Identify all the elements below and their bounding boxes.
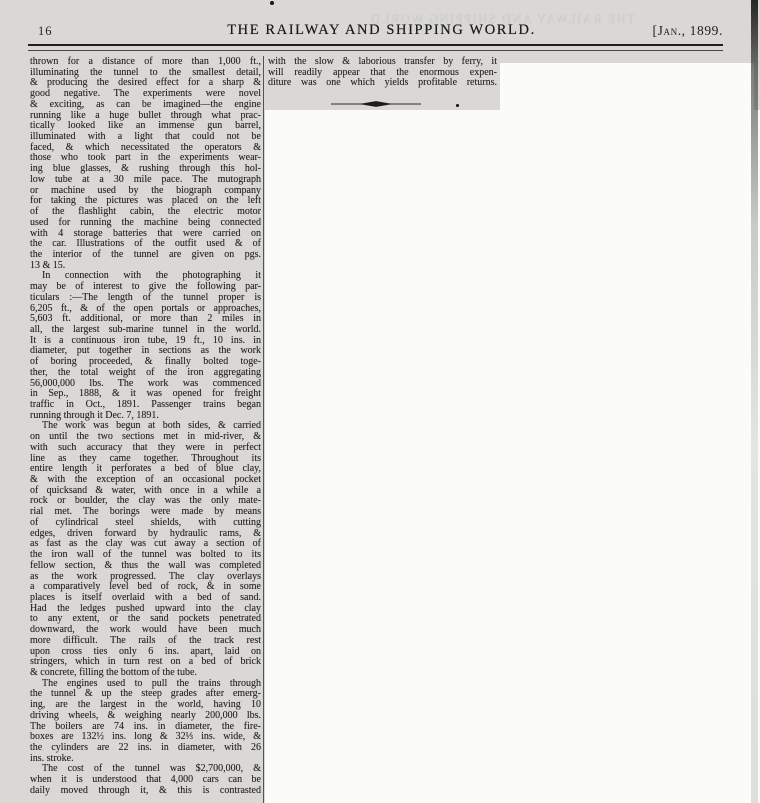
text-line: faced, & which necessitated the operators & [30, 141, 261, 153]
issue-date: [Jan., 1899. [652, 23, 723, 38]
text-line: The engines used to pull the trains through [42, 677, 261, 689]
text-line: ins. stroke. [30, 752, 74, 764]
text-line: ing, are the largest in the world, having 10 [30, 699, 261, 711]
text-line: & producing the desired effect for a sharp & [30, 77, 261, 89]
text-line: & exciting, as can be imagined—the engine [30, 98, 261, 110]
text-line: places is itself overlaid with a bed of sand. [30, 591, 261, 603]
text-line: with 4 storage batteries that were carried on [30, 227, 261, 239]
text-line: entire length it perforates a bed of blue clay, [30, 463, 261, 475]
header-rule-thin [28, 50, 723, 51]
text-line: with such accuracy that they were in perfect [30, 441, 261, 453]
text-line: will readily appear that the enormous expen- [268, 66, 497, 78]
text-line: 56,000,000 lbs. The work was commenced [30, 377, 261, 389]
page-number: 16 [38, 24, 53, 38]
text-line: used for running the machine being connected [30, 216, 261, 228]
text-line: line as they came together. Throughout its [30, 452, 261, 464]
text-line: the car. Illustrations of the outfit used & of [30, 238, 261, 250]
text-line: on until the two sections met in mid-river, & [30, 431, 261, 443]
text-line: of quicksand & water, with once in a while a [30, 484, 261, 496]
text-line: the cylinders are 22 ins. in diameter, with 26 [30, 742, 261, 753]
text-line: as the work progressed. The clay overlays [30, 570, 261, 582]
text-line: illuminating the tunnel to the smallest detail, [30, 66, 261, 78]
paragraph [30, 57, 261, 271]
scan-edge-shadow [751, 0, 758, 803]
column-divider-rule [263, 56, 264, 803]
text-line: the iron wall of the tunnel was bolted to its [30, 549, 261, 561]
text-line: It is a continuous iron tube, 19 ft., 10 ins. in [30, 334, 261, 346]
text-line: rial met. The borings were made by means [30, 506, 261, 518]
paragraph [30, 679, 261, 765]
text-line: 5,603 ft. additional, or more than 2 miles in [30, 313, 261, 325]
left-text-column [30, 57, 261, 797]
text-line: ther, the total weight of the iron aggregating [30, 366, 261, 378]
text-line: running through it Dec. 7, 1891. [30, 409, 159, 421]
text-line: & with the exception of an occasional pocket [30, 474, 261, 486]
text-line: edges, driven forward by hydraulic rams, & [30, 527, 261, 539]
text-line: The boilers are 74 ins. in diameter, the fire- [30, 720, 261, 732]
paragraph [268, 57, 497, 89]
right-text-column [268, 57, 497, 89]
blank-scan-region [500, 63, 754, 111]
text-line: a comparatively level bed of rock, & in some [30, 581, 261, 593]
text-line: 13 & 15. [30, 259, 66, 271]
text-line: rock or boulder, the clay was the only mate- [30, 495, 261, 507]
text-line: traffic in Oct., 1891. Passenger trains began [30, 399, 261, 410]
blank-scan-region [265, 110, 760, 803]
text-line: as fast as the clay was cut away a section of [30, 538, 261, 550]
text-line: for taking the pictures was placed on the left [30, 195, 261, 207]
text-line: downward, the work would have been much [30, 624, 261, 636]
text-line: to any extent, or the sand pockets penetrated [30, 613, 261, 625]
text-line: running like a huge bullet through what prac- [30, 109, 261, 121]
text-line: more difficult. The rails of the track rest [30, 634, 261, 646]
paragraph [30, 421, 261, 678]
text-line: of cylindrical steel shields, with cutting [30, 516, 261, 528]
text-line: of the flashlight cabin, the electric motor [30, 206, 261, 218]
text-line: daily moved through it, & this is contrasted [30, 784, 261, 796]
text-line: stringers, which in turn rest on a bed of brick [30, 656, 261, 668]
text-line: or machine used by the biograph company [30, 184, 261, 196]
text-line: & concrete, filling the bottom of the tube. [30, 666, 197, 678]
ink-speck [270, 1, 274, 5]
text-line: driving wheels, & weighing nearly 200,000 lbs. [30, 709, 261, 721]
text-line: upon cross ties only 6 ins. apart, laid on [30, 645, 261, 657]
text-line: may be of interest to give the following par- [30, 281, 261, 293]
text-line: ticulars :—The length of the tunnel proper is [30, 291, 261, 303]
ghost-bleed-text: THE RAILWAY AND SHIPPING WORLD. [365, 12, 635, 26]
text-line: when it is understood that 4,000 cars can be [30, 774, 261, 786]
paragraph [30, 764, 261, 796]
tapered-rule-ornament-icon [330, 99, 422, 109]
text-line: thrown for a distance of more than 1,000 ft., [30, 56, 261, 67]
text-line: The work was begun at both sides, & carried [42, 420, 261, 432]
paragraph [30, 271, 261, 421]
text-line: the tunnel & up the steep grades after emerg- [30, 688, 261, 700]
text-line: low tube at a 30 mile pace. The mutograph [30, 173, 261, 185]
text-line: in Sep., 1888, & it was opened for freight [30, 388, 261, 400]
text-line: The cost of the tunnel was $2,700,000, & [42, 763, 261, 775]
text-line: diture was one which yields profitable returns. [268, 77, 497, 89]
page-header [28, 22, 723, 42]
text-line: the interior of the tunnel are given on pgs. [30, 248, 261, 260]
text-line: good negative. The experiments were novel [30, 88, 261, 100]
masthead-title: THE RAILWAY AND SHIPPING WORLD. [227, 22, 536, 38]
ink-speck [456, 104, 459, 107]
text-line: illuminated with a light that could not be [30, 131, 261, 143]
text-line: boxes are 132½ ins. long & 32⅓ ins. wide, & [30, 731, 261, 743]
text-line: ing blue glasses, & rushing through this hol- [30, 163, 261, 175]
text-line: 6,205 ft., & of the open portals or approaches, [30, 302, 261, 314]
text-line: all, the largest sub-marine tunnel in the world. [30, 323, 261, 335]
text-line: tically looked like an immense gun barrel, [30, 120, 261, 132]
text-line: with the slow & laborious transfer by ferry, it [268, 56, 497, 67]
text-line: of boring proceeded, & finally bolted toge- [30, 356, 261, 368]
text-line: those who took part in the experiments wear- [30, 152, 261, 164]
text-line: In connection with the photographing it [42, 270, 261, 282]
text-line: fellow section, & thus the wall was completed [30, 559, 261, 571]
text-line: Had the ledges pushed upward into the clay [30, 602, 261, 614]
header-rule-thick [28, 44, 723, 46]
text-line: diameter, put together in sections as the work [30, 345, 261, 357]
